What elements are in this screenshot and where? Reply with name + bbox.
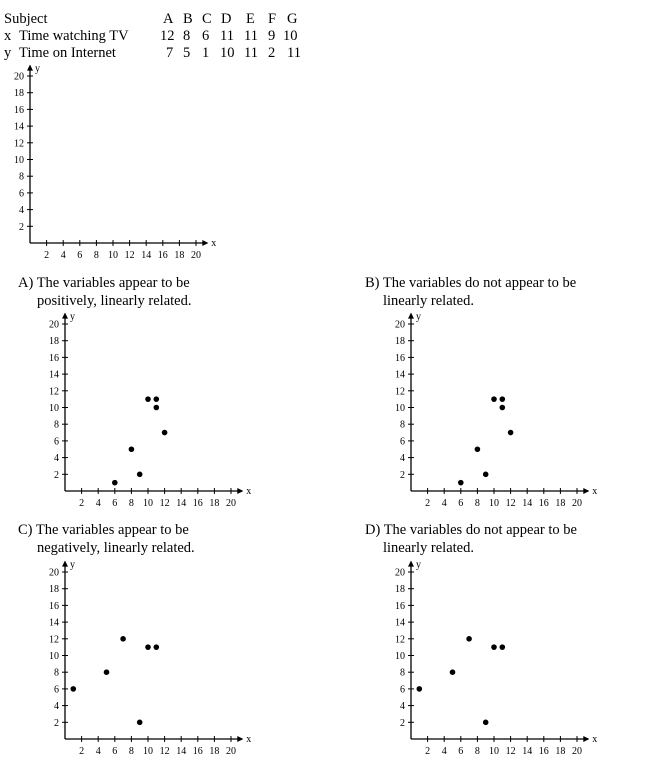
option-b-line2: linearly related.	[383, 293, 474, 309]
row-y-value-C: 1	[202, 45, 210, 61]
x-tick-label: 20	[226, 746, 236, 757]
row-y-value-G: 11	[287, 45, 301, 61]
x-tick-label: 12	[159, 746, 170, 757]
y-tick-label: 20	[395, 567, 405, 579]
data-point	[500, 405, 506, 411]
y-axis-arrow	[62, 561, 68, 567]
y-tick-label: 2	[19, 221, 24, 233]
data-table	[0, 0, 310, 66]
y-tick-label: 8	[400, 419, 405, 431]
row-x-value-E: 11	[244, 28, 258, 44]
y-tick-label: 2	[400, 469, 405, 481]
x-tick-label: 8	[128, 498, 134, 509]
option-d-line2: linearly related.	[383, 540, 474, 556]
x-tick-label: 18	[174, 250, 185, 261]
y-tick-label: 6	[19, 188, 24, 200]
y-axis-arrow	[27, 65, 33, 71]
x-tick-label: 2	[79, 498, 85, 509]
data-point	[162, 430, 168, 436]
x-tick-label: 12	[159, 498, 170, 509]
data-point	[450, 669, 456, 675]
x-tick-label: 4	[441, 746, 447, 757]
y-tick-label: 12	[395, 386, 405, 398]
x-axis-arrow	[202, 240, 208, 246]
x-axis-arrow	[583, 736, 589, 742]
x-tick-label: 14	[522, 498, 533, 509]
subject-E: E	[246, 11, 255, 27]
scatter-plot-option-a	[35, 308, 265, 513]
subject-C: C	[202, 11, 212, 27]
x-tick-label: 8	[93, 250, 99, 261]
y-tick-label: 10	[395, 651, 405, 662]
x-tick-label: 8	[474, 746, 480, 757]
y-tick-label: 8	[400, 667, 405, 679]
subject-G: G	[287, 11, 298, 27]
x-tick-label: 2	[44, 250, 50, 261]
x-axis-label: x	[211, 238, 217, 249]
y-tick-label: 18	[49, 584, 59, 596]
x-tick-label: 10	[489, 746, 499, 757]
data-point	[112, 480, 118, 486]
option-c-line2: negatively, linearly related.	[37, 540, 195, 556]
x-axis-arrow	[583, 488, 589, 494]
y-tick-label: 12	[49, 634, 59, 646]
y-tick-label: 8	[54, 419, 59, 431]
y-axis-arrow	[408, 561, 414, 567]
y-tick-label: 4	[54, 453, 59, 465]
row-y-value-E: 11	[244, 45, 258, 61]
data-point	[458, 480, 464, 486]
x-tick-label: 14	[176, 746, 187, 757]
y-tick-label: 4	[400, 701, 405, 713]
y-tick-label: 6	[400, 436, 405, 448]
row-x-value-A: 12	[160, 28, 175, 44]
option-c-line1: The variables appear to be	[35, 522, 189, 538]
x-tick-label: 18	[555, 498, 566, 509]
y-axis-label: y	[416, 559, 421, 571]
y-axis-label: y	[416, 311, 421, 323]
subject-header: Subject	[4, 11, 48, 27]
y-tick-label: 10	[14, 155, 24, 166]
data-point	[500, 396, 506, 402]
y-tick-label: 20	[49, 567, 59, 579]
x-tick-label: 8	[128, 746, 134, 757]
y-axis-arrow	[408, 313, 414, 319]
y-axis-label: y	[70, 311, 75, 323]
row-y-value-D: 10	[220, 45, 235, 61]
row-y-var: y	[4, 45, 12, 61]
x-tick-label: 20	[191, 250, 201, 261]
x-tick-label: 10	[143, 498, 153, 509]
x-tick-label: 6	[458, 746, 464, 757]
data-point	[154, 644, 160, 650]
row-x-value-F: 9	[268, 28, 276, 44]
y-tick-label: 18	[395, 584, 405, 596]
data-point	[145, 396, 151, 402]
y-tick-label: 16	[395, 352, 405, 364]
y-tick-label: 2	[54, 469, 59, 481]
scatter-plot-blank	[0, 60, 230, 265]
y-tick-label: 12	[14, 138, 24, 150]
x-tick-label: 4	[95, 498, 101, 509]
data-point	[145, 644, 151, 650]
y-tick-label: 20	[395, 319, 405, 331]
option-a-text[interactable]	[18, 274, 190, 293]
x-tick-label: 18	[209, 498, 220, 509]
option-d-line1: The variables do not appear to be	[383, 522, 577, 538]
row-y-value-B: 5	[183, 45, 191, 61]
row-x-value-C: 6	[202, 28, 210, 44]
x-tick-label: 16	[157, 250, 168, 261]
y-tick-label: 4	[54, 701, 59, 713]
data-point	[154, 405, 160, 411]
y-axis-label: y	[70, 559, 75, 571]
row-x-value-D: 11	[220, 28, 234, 44]
x-tick-label: 6	[77, 250, 83, 261]
option-d-letter: D)	[365, 522, 381, 538]
data-point	[104, 669, 110, 675]
x-tick-label: 10	[108, 250, 118, 261]
y-tick-label: 16	[49, 600, 59, 612]
data-point	[120, 636, 126, 642]
x-axis-arrow	[237, 736, 243, 742]
y-tick-label: 10	[395, 403, 405, 414]
data-point	[483, 720, 489, 726]
x-tick-label: 18	[209, 746, 220, 757]
subject-B: B	[183, 11, 193, 27]
x-tick-label: 18	[555, 746, 566, 757]
x-tick-label: 4	[441, 498, 447, 509]
data-point	[466, 636, 472, 642]
row-y-value-A: 7	[166, 45, 174, 61]
y-axis-arrow	[62, 313, 68, 319]
data-point	[137, 472, 143, 478]
scatter-plot-option-d	[381, 556, 611, 761]
x-axis-label: x	[246, 486, 252, 497]
data-point	[500, 644, 506, 650]
scatter-plot-option-c	[35, 556, 265, 761]
y-tick-label: 16	[395, 600, 405, 612]
x-tick-label: 10	[143, 746, 153, 757]
x-tick-label: 4	[60, 250, 66, 261]
x-tick-label: 10	[489, 498, 499, 509]
x-tick-label: 2	[425, 746, 431, 757]
x-tick-label: 6	[112, 498, 118, 509]
y-tick-label: 10	[49, 651, 59, 662]
x-axis-label: x	[592, 486, 598, 497]
option-c-text[interactable]	[18, 521, 189, 540]
y-tick-label: 6	[400, 684, 405, 696]
option-b-letter: B)	[365, 275, 380, 291]
row-x-label: Time watching TV	[19, 28, 129, 44]
subject-A: A	[163, 11, 174, 27]
y-tick-label: 18	[395, 336, 405, 348]
x-tick-label: 14	[141, 250, 152, 261]
option-b-text[interactable]	[365, 274, 576, 293]
x-tick-label: 16	[538, 498, 549, 509]
option-d-text[interactable]	[365, 521, 577, 540]
y-tick-label: 8	[19, 171, 24, 183]
y-tick-label: 12	[49, 386, 59, 398]
option-a-line2: positively, linearly related.	[37, 293, 192, 309]
x-tick-label: 16	[192, 746, 203, 757]
y-tick-label: 20	[49, 319, 59, 331]
x-axis-arrow	[237, 488, 243, 494]
x-tick-label: 6	[112, 746, 118, 757]
y-tick-label: 14	[49, 369, 59, 381]
x-tick-label: 12	[124, 250, 135, 261]
x-tick-label: 6	[458, 498, 464, 509]
option-a-line1: The variables appear to be	[36, 275, 190, 291]
row-y-value-F: 2	[268, 45, 276, 61]
data-point	[417, 686, 423, 692]
x-tick-label: 14	[522, 746, 533, 757]
y-tick-label: 4	[400, 453, 405, 465]
row-x-var: x	[4, 28, 12, 44]
x-tick-label: 20	[226, 498, 236, 509]
data-point	[129, 446, 135, 452]
data-point	[475, 446, 481, 452]
x-tick-label: 8	[474, 498, 480, 509]
x-axis-label: x	[246, 734, 252, 745]
data-point	[71, 686, 77, 692]
x-tick-label: 20	[572, 498, 582, 509]
subject-F: F	[268, 11, 277, 27]
option-b-line1: The variables do not appear to be	[382, 275, 577, 291]
y-tick-label: 4	[19, 205, 24, 217]
x-tick-label: 2	[425, 498, 431, 509]
y-tick-label: 16	[49, 352, 59, 364]
data-point	[491, 644, 497, 650]
data-point	[508, 430, 514, 436]
x-tick-label: 4	[95, 746, 101, 757]
y-tick-label: 6	[54, 436, 59, 448]
data-point	[483, 472, 489, 478]
y-tick-label: 14	[14, 121, 24, 133]
y-tick-label: 18	[49, 336, 59, 348]
option-c-letter: C)	[18, 522, 33, 538]
x-tick-label: 16	[538, 746, 549, 757]
subject-D: D	[221, 11, 232, 27]
row-x-value-G: 10	[283, 28, 298, 44]
x-tick-label: 12	[505, 746, 516, 757]
y-tick-label: 20	[14, 71, 24, 83]
y-tick-label: 6	[54, 684, 59, 696]
y-tick-label: 14	[395, 617, 405, 629]
y-tick-label: 16	[14, 104, 24, 116]
data-point	[137, 720, 143, 726]
y-tick-label: 12	[395, 634, 405, 646]
y-tick-label: 2	[400, 717, 405, 729]
x-tick-label: 12	[505, 498, 516, 509]
scatter-plot-option-b	[381, 308, 611, 513]
x-axis-label: x	[592, 734, 598, 745]
y-tick-label: 8	[54, 667, 59, 679]
y-tick-label: 2	[54, 717, 59, 729]
x-tick-label: 16	[192, 498, 203, 509]
y-tick-label: 14	[49, 617, 59, 629]
data-point	[491, 396, 497, 402]
x-tick-label: 2	[79, 746, 85, 757]
y-axis-label: y	[35, 63, 40, 75]
y-tick-label: 18	[14, 88, 24, 100]
option-a-letter: A)	[18, 275, 34, 291]
row-x-value-B: 8	[183, 28, 191, 44]
row-y-label: Time on Internet	[19, 45, 116, 61]
x-tick-label: 14	[176, 498, 187, 509]
x-tick-label: 20	[572, 746, 582, 757]
y-tick-label: 14	[395, 369, 405, 381]
y-tick-label: 10	[49, 403, 59, 414]
data-point	[154, 396, 160, 402]
